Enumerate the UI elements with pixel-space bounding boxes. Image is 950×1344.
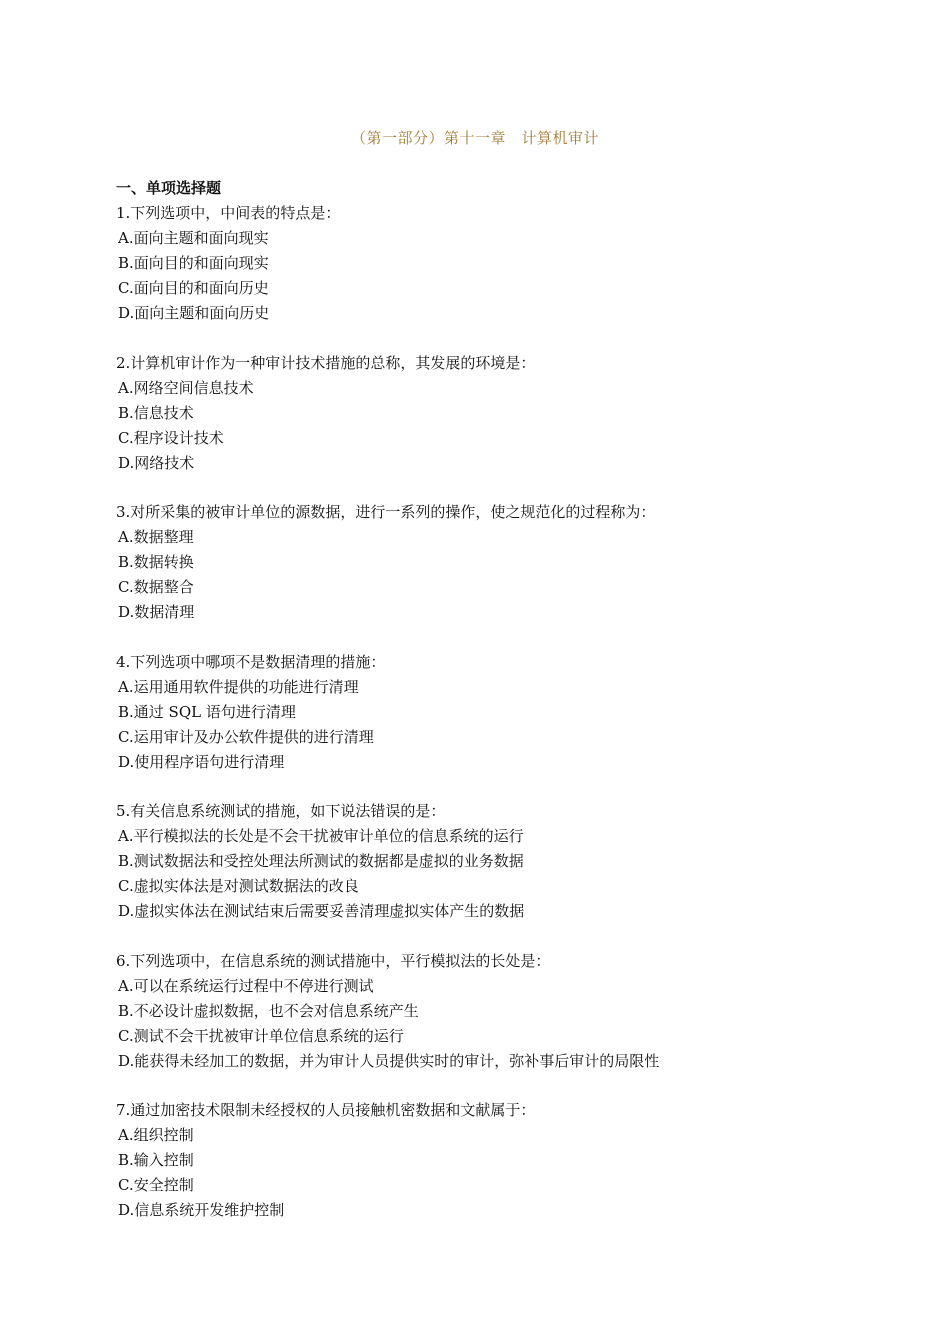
answer-option-b: B.面向目的和面向现实 <box>118 254 269 272</box>
answer-option-c: C.数据整合 <box>118 578 194 596</box>
question-3 <box>116 500 876 625</box>
answer-option-c: C.虚拟实体法是对测试数据法的改良 <box>118 877 359 895</box>
answer-option-c: C.测试不会干扰被审计单位信息系统的运行 <box>118 1026 404 1045</box>
answer-option-a: A.平行模拟法的长处是不会干扰被审计单位的信息系统的运行 <box>118 827 524 845</box>
question-stem: 1.下列选项中，中间表的特点是： <box>116 204 341 222</box>
answer-option-b: B.通过 SQL 语句进行清理 <box>118 702 296 721</box>
answer-option-d: D.虚拟实体法在测试结束后需要妥善清理虚拟实体产生的数据 <box>118 902 525 920</box>
document-content <box>116 176 876 1248</box>
question-stem: 6.下列选项中，在信息系统的测试措施中，平行模拟法的长处是： <box>116 951 551 970</box>
question-stem: 4.下列选项中哪项不是数据清理的措施： <box>116 652 386 671</box>
question-2 <box>116 351 876 476</box>
chapter-title: （第一部分）第十一章 计算机审计 <box>350 129 599 147</box>
question-stem: 3.对所采集的被审计单位的源数据，进行一系列的操作，使之规范化的过程称为： <box>116 503 656 521</box>
answer-option-c: C.程序设计技术 <box>118 428 224 447</box>
answer-option-a: A.面向主题和面向现实 <box>118 229 269 247</box>
question-7 <box>116 1098 876 1223</box>
answer-option-d: D.数据清理 <box>118 603 195 621</box>
answer-option-b: B.不必设计虚拟数据，也不会对信息系统产生 <box>118 1001 419 1020</box>
question-stem: 5.有关信息系统测试的措施，如下说法错误的是： <box>116 802 446 820</box>
question-4 <box>116 650 876 775</box>
answer-option-c: C.运用审计及办公软件提供的进行清理 <box>118 727 374 746</box>
answer-option-a: A.组织控制 <box>118 1126 194 1144</box>
answer-option-b: B.数据转换 <box>118 553 194 571</box>
answer-option-d: D.网络技术 <box>118 453 195 472</box>
answer-option-b: B.输入控制 <box>118 1151 194 1169</box>
answer-option-a: A.可以在系统运行过程中不停进行测试 <box>118 976 374 995</box>
answer-option-d: D.信息系统开发维护控制 <box>118 1201 285 1219</box>
answer-option-a: A.运用通用软件提供的功能进行清理 <box>118 677 359 696</box>
answer-option-d: D.使用程序语句进行清理 <box>118 752 285 771</box>
answer-option-a: A.数据整理 <box>118 528 194 546</box>
answer-option-c: C.面向目的和面向历史 <box>118 279 269 297</box>
answer-option-d: D.面向主题和面向历史 <box>118 304 270 322</box>
question-6 <box>116 949 876 1074</box>
question-stem: 7.通过加密技术限制未经授权的人员接触机密数据和文献属于： <box>116 1101 536 1119</box>
question-stem: 2.计算机审计作为一种审计技术措施的总称，其发展的环境是： <box>116 353 536 372</box>
question-1 <box>116 201 876 326</box>
answer-option-c: C.安全控制 <box>118 1176 194 1194</box>
question-list <box>116 201 876 1223</box>
question-5 <box>116 799 876 924</box>
answer-option-a: A.网络空间信息技术 <box>118 378 254 397</box>
section-heading: 一、单项选择题 <box>116 179 222 197</box>
answer-option-b: B.信息技术 <box>118 403 194 422</box>
answer-option-d: D.能获得未经加工的数据，并为审计人员提供实时的审计，弥补事后审计的局限性 <box>118 1051 660 1070</box>
answer-option-b: B.测试数据法和受控处理法所测试的数据都是虚拟的业务数据 <box>118 852 524 870</box>
